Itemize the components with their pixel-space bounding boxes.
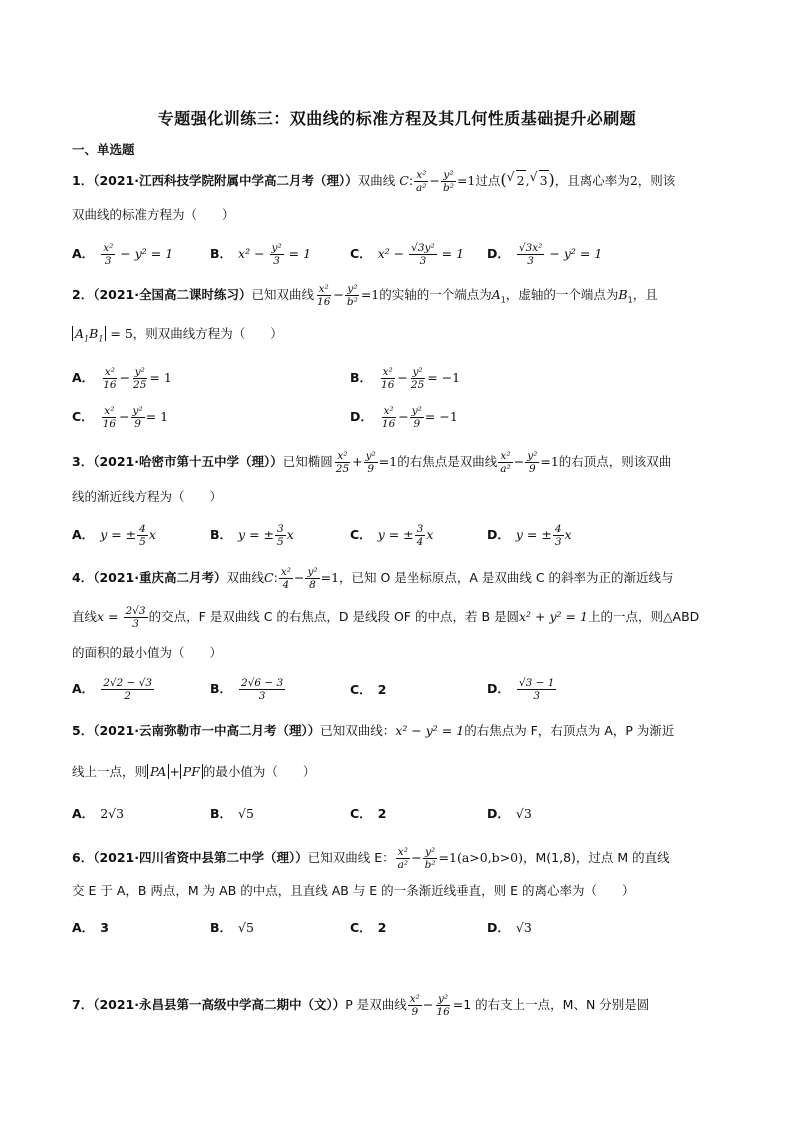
q2-option-c[interactable]: C． $\frac{\text{x²}}{16}$ − $\frac{\text{y²}}{9}$ = 1 xyxy=(72,405,169,430)
q5-option-b[interactable]: B． √5 xyxy=(210,806,254,821)
question-4-line-1: 4．（2021·重庆高二月考）双曲线C: $\frac{\text{x²}}{4}$ − $\frac{\text{y²}}{8}$ =1，已知 O 是坐标原点，A 是双曲线 C 的斜率为正的渐近线与 xyxy=(72,566,674,591)
question-5-line-1: 5．（2021·云南弥勒市一中高二月考（理））已知双曲线：x² − y² = 1的右焦点为 F，右顶点为 A，P 为渐近 xyxy=(72,723,675,738)
question-5-line-2: 线上一点，则 PA + PF 的最小值为（ ） xyxy=(72,764,316,779)
q2-option-a[interactable]: A． $\frac{\text{x²}}{16}$ − $\frac{\text{y²}}{25}$ = 1 xyxy=(72,366,172,391)
q5-option-d[interactable]: D． √3 xyxy=(487,806,532,821)
question-4-line-3: 的面积的最小值为（ ） xyxy=(72,645,223,660)
q3-option-d[interactable]: D． y = ± $\frac{4}{3}$ x xyxy=(487,523,572,548)
q1-option-d[interactable]: D． $\frac{\text{√3x²}}{3}$ − y² = 1 xyxy=(487,242,603,267)
question-4-line-2: 直线x = $\frac{2√3}{3}$ 的交点，F 是双曲线 C 的右焦点，D 是线段 OF 的中点，若 B 是圆x² + y² = 1上的一点，则△ABD xyxy=(72,605,700,630)
question-1-line-2: 双曲线的标准方程为（ ） xyxy=(72,207,235,222)
q2-option-d[interactable]: D． $\frac{\text{x²}}{16}$ − $\frac{\text{y²}}{9}$ = −1 xyxy=(350,405,458,430)
question-3-line-1: 3．（2021·哈密市第十五中学（理））已知椭圆 $\frac{\text{x²}}{25}$ + $\frac{\text{y²}}{9}$ =1的右焦点是双曲线 $\frac{\text{x²}}{\text{a²}}$ − $\frac{\text{y²}}{9}$ =1的右顶点，则该双曲 xyxy=(72,450,672,475)
q4-option-c[interactable]: C． 2 xyxy=(350,682,387,697)
question-3-line-2: 线的渐近线方程为（ ） xyxy=(72,489,223,504)
q4-option-a[interactable]: A． $\frac{2√2 - √3}{2}$ xyxy=(72,677,153,702)
q3-option-b[interactable]: B． y = ± $\frac{3}{5}$ x xyxy=(210,523,294,548)
q1-option-a[interactable]: A． $\frac{\text{x²}}{3}$ − y² = 1 xyxy=(72,242,174,267)
q1-option-b[interactable]: B． x² − $\frac{\text{y²}}{3}$ = 1 xyxy=(210,242,312,267)
q5-option-a[interactable]: A． 2√3 xyxy=(72,806,125,821)
page-title: 专题强化训练三：双曲线的标准方程及其几何性质基础提升必刷题 xyxy=(157,109,637,128)
question-6-line-2: 交 E 于 A，B 两点，M 为 AB 的中点，且直线 AB 与 E 的一条渐近线垂直，则 E 的离心率为（ ） xyxy=(72,883,635,898)
question-7-line-1: 7．（2021·永昌县第一高级中学高二期中（文））P 是双曲线 $\frac{\text{x²}}{9}$ − $\frac{\text{y²}}{16}$ =1 的右支上一点，M、N 分别是圆 xyxy=(72,993,650,1018)
q6-option-a[interactable]: A． 3 xyxy=(72,920,109,935)
q1-option-c[interactable]: C． x² − $\frac{\text{√3y²}}{3}$ = 1 xyxy=(350,242,465,267)
q6-option-c[interactable]: C． 2 xyxy=(350,920,387,935)
question-6-line-1: 6．（2021·四川省资中县第二中学（理））已知双曲线 E： $\frac{\text{x²}}{\text{a²}}$ − $\frac{\text{y²}}{\text{b²}}$ =1(a>0,b>0)，M(1,8)，过点 M 的直线 xyxy=(72,846,670,871)
q4-option-b[interactable]: B． $\frac{2√6 - 3}{3}$ xyxy=(210,677,284,702)
q6-option-b[interactable]: B． √5 xyxy=(210,920,254,935)
question-2-line-1: 2．（2021·全国高二课时练习）已知双曲线 $\frac{\text{x²}}{16}$ − $\frac{\text{y²}}{\text{b²}}$ =1的实轴的一个端点为$A_1$，虚轴的一个端点为$B_1$，且 xyxy=(72,283,658,308)
question-1-line-1: 1．（2021·江西科技学院附属中学高二月考（理））双曲线 C: $\frac{\text{x²}}{\text{a²}}$ − $\frac{\text{y²}}{\text{b²}}$ =1过点(√ 2,√ 3)，且离心率为2，则该 xyxy=(72,169,675,194)
q5-option-c[interactable]: C． 2 xyxy=(350,806,387,821)
q3-option-a[interactable]: A． y = ± $\frac{4}{5}$ x xyxy=(72,523,156,548)
question-2-line-2: $A_1B_1 = 5$，则双曲线方程为（ ） xyxy=(72,324,283,350)
q3-option-c[interactable]: C． y = ± $\frac{3}{4}$ x xyxy=(350,523,434,548)
section-heading: 一、单选题 xyxy=(72,142,135,157)
q4-option-d[interactable]: D． $\frac{√3 - 1}{3}$ xyxy=(487,677,555,702)
q6-option-d[interactable]: D． √3 xyxy=(487,920,532,935)
q2-option-b[interactable]: B． $\frac{\text{x²}}{16}$ − $\frac{\text{y²}}{25}$ = −1 xyxy=(350,366,461,391)
